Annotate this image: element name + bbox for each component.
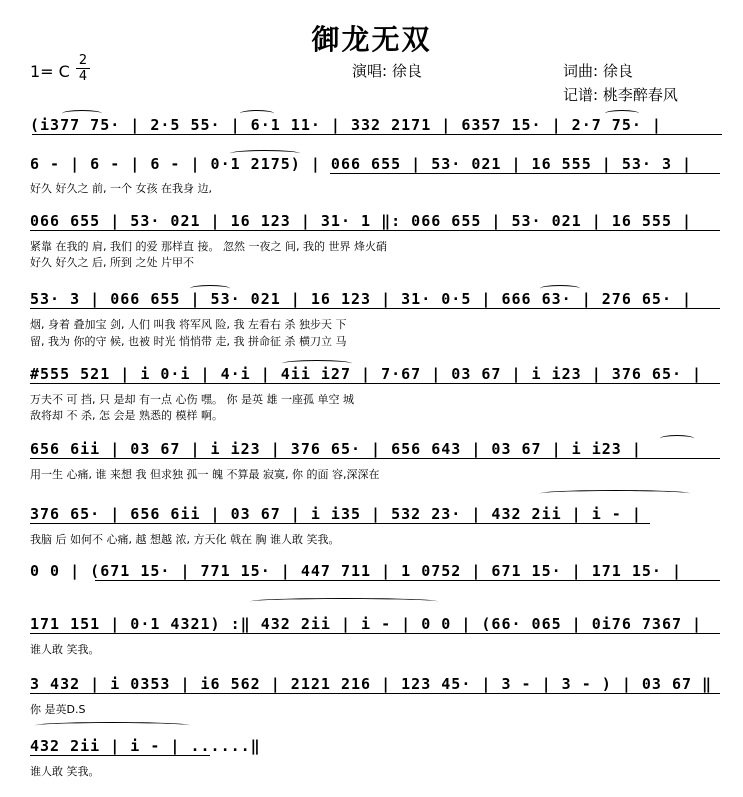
row-lyric: 烟, 身着 叠加宝 剑, 人们 叫我 将军风 险, 我 左看右 杀 独步天 下 — [30, 318, 347, 331]
underline-mark — [30, 523, 650, 524]
key-signature: 1= C — [30, 62, 70, 81]
row-notes: #555 521 | i 0·i | 4·i | 4ii i27 | 7·67 | 03 67 | i i23 | 376 65· | — [30, 365, 703, 383]
row-notes: 066 655 | 53· 021 | 16 123 | 31· 1 ‖: 066 655 | 53· 021 | 16 555 | — [30, 212, 693, 230]
row-lyric: 用一生 心痛, 谁 来想 我 但求独 孤一 魄 不算最 寂寞, 你 的面 容,深深在 — [30, 468, 380, 481]
slur-mark — [250, 598, 438, 605]
row-notes: 656 6ii | 03 67 | i i23 | 376 65· | 656 643 | 03 67 | i i23 | — [30, 440, 642, 458]
row-notes: 171 151 | 0·1 4321) :‖ 432 2ii | i - | 0 0 | (66· 065 | 0i76 7367 | — [30, 615, 703, 633]
slur-mark — [35, 722, 190, 729]
slur-mark — [540, 285, 580, 292]
slur-mark — [282, 360, 352, 367]
time-signature-bottom: 4 — [78, 69, 88, 84]
underline-mark — [95, 580, 720, 581]
score-row — [0, 562, 743, 622]
underline-mark — [30, 755, 210, 756]
score-row — [0, 212, 743, 272]
row-notes: 53· 3 | 066 655 | 53· 021 | 16 123 | 31· 0·5 | 666 63· | 276 65· | — [30, 290, 693, 308]
row-lyric: 谁人敢 笑我。 — [30, 643, 100, 656]
row-lyric: 好久 好久之 前, 一个 女孩 在我身 边, — [30, 182, 212, 195]
slur-mark — [240, 110, 274, 117]
score-row — [0, 290, 743, 350]
row-notes: 376 65· | 656 6ii | 03 67 | i i35 | 532 23· | 432 2ii | i - | — [30, 505, 642, 523]
slur-mark — [605, 110, 639, 117]
score-row — [0, 155, 743, 215]
row-lyric-verse-2: 好久 好久之 后, 所到 之处 片甲不 — [30, 256, 194, 269]
transcriber-credit: 记谱: 桃李醉春风 — [563, 86, 678, 104]
underline-mark — [30, 230, 720, 231]
slur-mark — [230, 150, 300, 157]
underline-mark — [32, 134, 722, 135]
slur-mark — [62, 110, 102, 117]
composer-credit: 词曲: 徐良 — [563, 62, 633, 80]
underline-mark — [30, 693, 720, 694]
score-row — [0, 365, 743, 425]
score-row — [0, 737, 743, 797]
singer-credit: 演唱: 徐良 — [352, 62, 422, 80]
row-lyric: 你 是英D.S — [30, 703, 86, 716]
row-notes: 3 432 | i 0353 | i6 562 | 2121 216 | 123 45· | 3 - | 3 - ) | 03 67 ‖ — [30, 675, 713, 693]
slur-mark — [540, 490, 690, 497]
score-row — [0, 615, 743, 675]
song-title: 御龙无双 — [311, 23, 432, 56]
time-signature-top: 2 — [78, 53, 88, 68]
row-notes: 432 2ii | i - | ......‖ — [30, 737, 261, 755]
row-notes: 0 0 | (671 15· | 771 15· | 447 711 | 1 0752 | 671 15· | 171 15· | — [30, 562, 682, 580]
row-lyric-verse-2: 留, 我为 你的守 候, 也被 时光 悄悄带 走, 我 拼命征 杀 横刀立 马 — [30, 335, 347, 348]
row-lyric: 万夫不 可 挡, 只 是却 有一点 心伤 嘿。 你 是英 雄 一座孤 单空 城 — [30, 393, 354, 406]
row-lyric: 我脑 后 如何不 心痛, 越 想越 浓, 方天化 戟在 胸 谁人敢 笑我。 — [30, 533, 340, 546]
row-lyric: 紧靠 在我的 肩, 我们 的爱 那样直 接。 忽然 一夜之 间, 我的 世界 烽火硝 — [30, 240, 387, 253]
underline-mark — [30, 308, 720, 309]
underline-mark — [30, 633, 720, 634]
underline-mark — [30, 383, 720, 384]
underline-mark — [30, 458, 720, 459]
underline-mark — [330, 173, 720, 174]
slur-mark — [190, 285, 230, 292]
row-lyric-verse-2: 敌将却 不 杀, 怎 会是 熟悉的 模样 啊。 — [30, 409, 223, 422]
score-row — [0, 505, 743, 565]
row-lyric: 谁人敢 笑我。 — [30, 765, 100, 778]
slur-mark — [660, 435, 694, 442]
row-notes: (i377 75· | 2·5 55· | 6·1 11· | 332 2171 | 6357 15· | 2·7 75· | — [30, 116, 662, 134]
row-notes: 6 - | 6 - | 6 - | 0·1 2175) | 066 655 | 53· 021 | 16 555 | 53· 3 | — [30, 155, 693, 173]
